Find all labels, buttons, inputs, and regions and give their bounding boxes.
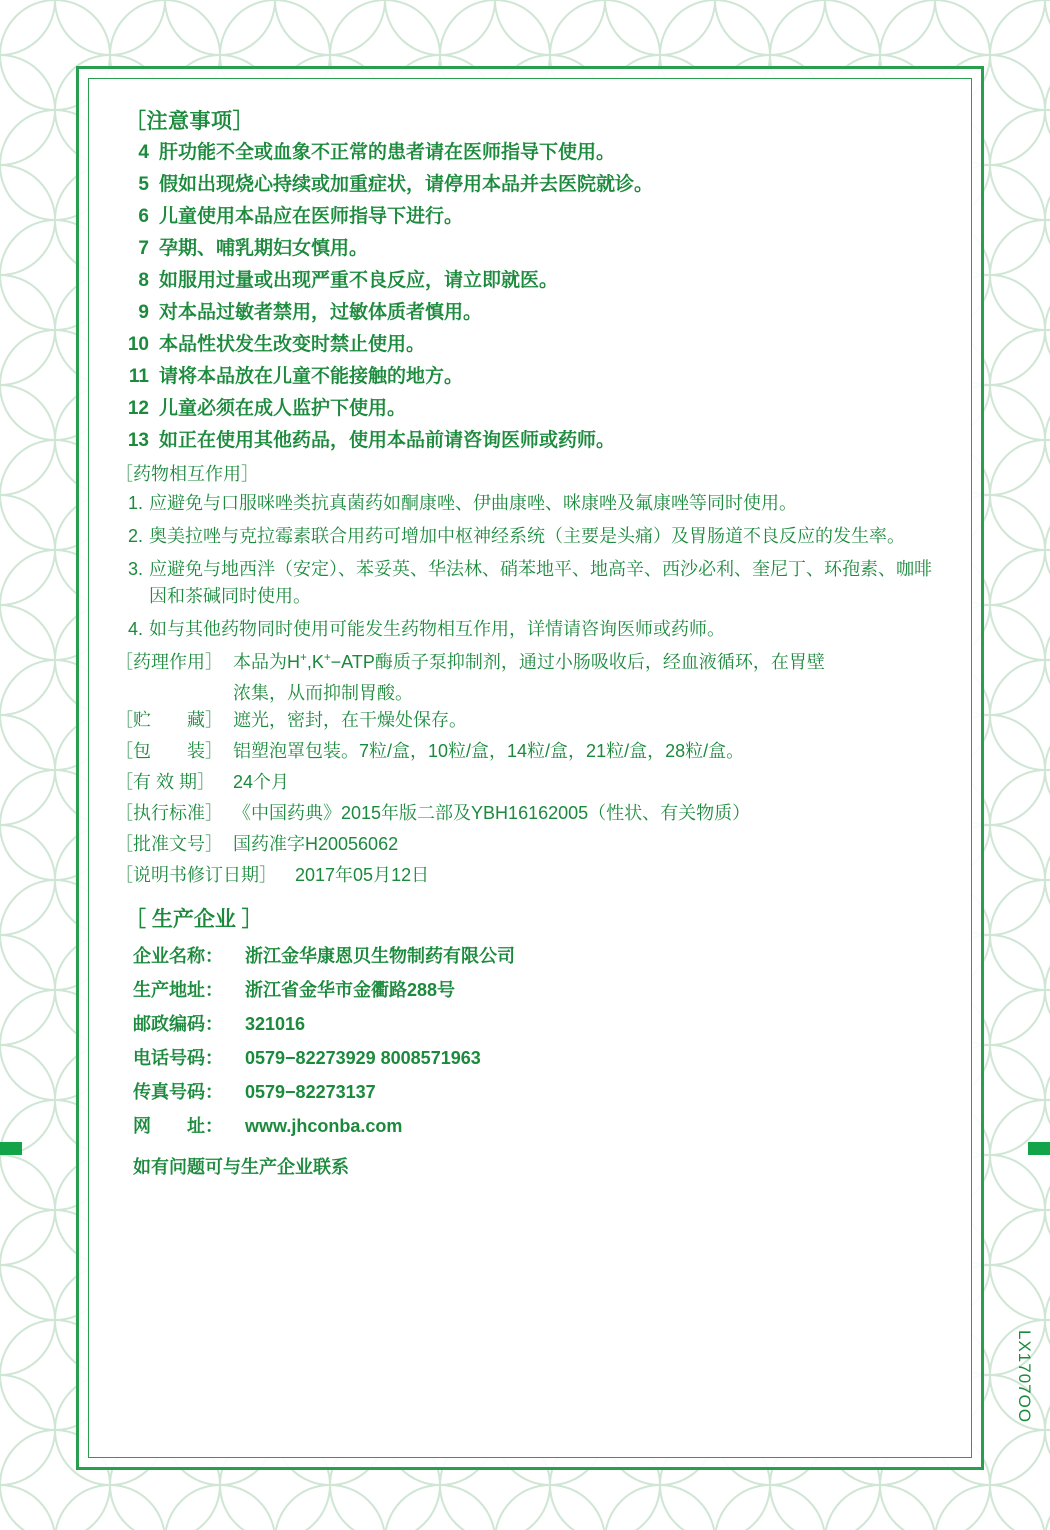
item-number: 2. bbox=[127, 525, 143, 546]
item-text: 如与其他药物同时使用可能发生药物相互作用，详情请咨询医师或药师。 bbox=[149, 618, 725, 639]
revision-label: ［说明书修订日期］ bbox=[115, 864, 277, 885]
list-item bbox=[115, 523, 945, 550]
pharmacology-continuation: 浓集，从而抑制胃酸。 bbox=[233, 682, 413, 703]
pharmacology-label: ［药理作用］ bbox=[115, 651, 223, 672]
pharmacology-row bbox=[115, 649, 945, 676]
interactions-list bbox=[115, 490, 945, 643]
manufacturer-phone-label: 电话号码： bbox=[133, 1047, 223, 1068]
list-item bbox=[115, 399, 945, 418]
approval-label: ［批准文号］ bbox=[115, 833, 223, 854]
item-number: 12 bbox=[127, 398, 149, 419]
manufacturer-address-value: 浙江省金华市金衢路288号 bbox=[245, 979, 456, 1000]
validity-label: ［有 效 期］ bbox=[115, 771, 216, 792]
list-item bbox=[115, 490, 945, 517]
storage-row bbox=[115, 707, 945, 734]
list-item bbox=[115, 616, 945, 643]
storage-label: ［贮 藏］ bbox=[115, 709, 223, 730]
manufacturer-phone-row bbox=[133, 1045, 945, 1071]
manufacturer-fax-label: 传真号码： bbox=[133, 1081, 223, 1102]
validity-value: 24个月 bbox=[233, 771, 290, 792]
item-text: 应避免与地西泮（安定）、苯妥英、华法林、硝苯地平、地高辛、西沙必利、奎尼丁、环孢素、咖啡因和茶碱同时使用。 bbox=[149, 558, 932, 606]
item-text: 本品性状发生改变时禁止使用。 bbox=[159, 334, 426, 355]
manufacturer-footer-note: 如有问题可与生产企业联系 bbox=[133, 1157, 349, 1178]
package-label: ［包 装］ bbox=[115, 740, 223, 761]
notices-title: ［注意事项］ bbox=[125, 110, 254, 133]
list-item bbox=[115, 431, 945, 450]
item-number: 11 bbox=[128, 366, 149, 387]
item-text: 儿童必须在成人监护下使用。 bbox=[159, 398, 407, 419]
validity-row bbox=[115, 769, 945, 796]
right-edge-tab bbox=[1028, 1142, 1050, 1155]
item-text: 如正在使用其他药品，使用本品前请咨询医师或药师。 bbox=[159, 430, 616, 451]
revision-row bbox=[115, 862, 945, 889]
item-number: 13 bbox=[127, 430, 149, 451]
list-item bbox=[115, 367, 945, 386]
manufacturer-fax-row bbox=[133, 1079, 945, 1105]
pharmacology-value bbox=[233, 649, 945, 676]
item-text: 请将本品放在儿童不能接触的地方。 bbox=[159, 366, 464, 387]
pharmacology-text-post: −ATP酶质子泵抑制剂，通过小肠吸收后，经血液循环，在胃壁 bbox=[330, 651, 825, 672]
item-number: 7 bbox=[138, 238, 149, 259]
package-value: 铝塑泡罩包装。7粒/盒，10粒/盒，14粒/盒，21粒/盒，28粒/盒。 bbox=[233, 740, 745, 761]
standard-row bbox=[115, 800, 945, 827]
item-number: 10 bbox=[127, 334, 149, 355]
interactions-title: ［药物相互作用］ bbox=[115, 464, 259, 484]
item-text: 孕期、哺乳期妇女慎用。 bbox=[159, 238, 369, 259]
list-item bbox=[115, 303, 945, 322]
item-number: 9 bbox=[138, 302, 149, 323]
list-item bbox=[115, 556, 945, 610]
item-number: 8 bbox=[138, 270, 149, 291]
approval-row bbox=[115, 831, 945, 858]
list-item bbox=[115, 175, 945, 194]
item-text: 儿童使用本品应在医师指导下进行。 bbox=[159, 206, 464, 227]
superscript-plus-1: + bbox=[300, 650, 307, 664]
list-item bbox=[115, 239, 945, 258]
approval-value: 国药准字H20056062 bbox=[233, 833, 399, 854]
standard-label: ［执行标准］ bbox=[115, 802, 223, 823]
item-text: 如服用过量或出现严重不良反应，请立即就医。 bbox=[159, 270, 559, 291]
item-text: 对本品过敏者禁用，过敏体质者慎用。 bbox=[159, 302, 483, 323]
item-text: 假如出现烧心持续或加重症状，请停用本品并去医院就诊。 bbox=[159, 174, 654, 195]
manufacturer-title: ［ 生产企业 ］ bbox=[125, 907, 263, 931]
manufacturer-name-label: 企业名称： bbox=[133, 945, 223, 966]
item-text: 奥美拉唑与克拉霉素联合用药可增加中枢神经系统（主要是头痛）及胃肠道不良反应的发生率。 bbox=[149, 525, 905, 546]
item-number: 4 bbox=[138, 142, 149, 163]
pharmacology-text-mid: ,K bbox=[306, 651, 324, 672]
list-item bbox=[115, 271, 945, 290]
revision-value: 2017年05月12日 bbox=[295, 864, 430, 885]
item-number: 5 bbox=[138, 174, 149, 195]
item-number: 4. bbox=[127, 618, 143, 639]
list-item bbox=[115, 335, 945, 354]
storage-value: 遮光，密封，在干燥处保存。 bbox=[233, 709, 467, 730]
package-row bbox=[115, 738, 945, 765]
list-item bbox=[115, 207, 945, 226]
pharmacology-text-pre: 本品为H bbox=[233, 651, 300, 672]
manufacturer-website-value[interactable]: www.jhconba.com bbox=[245, 1115, 403, 1136]
list-item bbox=[115, 143, 945, 162]
leaflet-page-frame bbox=[76, 66, 984, 1470]
item-number: 3. bbox=[127, 558, 143, 579]
manufacturer-website-row bbox=[133, 1113, 945, 1139]
item-number: 1. bbox=[127, 492, 143, 513]
manufacturer-name-value: 浙江金华康恩贝生物制药有限公司 bbox=[245, 945, 515, 966]
superscript-plus-2: + bbox=[323, 650, 331, 664]
item-text: 应避免与口服咪唑类抗真菌药如酮康唑、伊曲康唑、咪康唑及氟康唑等同时使用。 bbox=[149, 492, 797, 513]
leaflet-content bbox=[88, 78, 972, 1458]
manufacturer-address-row bbox=[133, 977, 945, 1003]
manufacturer-name-row bbox=[133, 943, 945, 969]
item-number: 6 bbox=[138, 206, 149, 227]
manufacturer-fax-value: 0579−82273137 bbox=[245, 1081, 376, 1102]
document-code: LX1707OO bbox=[1015, 1330, 1034, 1424]
item-text: 肝功能不全或血象不正常的患者请在医师指导下使用。 bbox=[159, 142, 616, 163]
notices-list bbox=[115, 143, 945, 450]
left-edge-tab bbox=[0, 1142, 22, 1155]
manufacturer-phone-value: 0579−82273929 8008571963 bbox=[245, 1047, 481, 1068]
manufacturer-postcode-row bbox=[133, 1011, 945, 1037]
manufacturer-website-label: 网 址： bbox=[133, 1115, 223, 1136]
standard-value: 《中国药典》2015年版二部及YBH16162005（性状、有关物质） bbox=[233, 802, 751, 823]
manufacturer-address-label: 生产地址： bbox=[133, 979, 223, 1000]
manufacturer-postcode-value: 321016 bbox=[245, 1013, 306, 1034]
manufacturer-postcode-label: 邮政编码： bbox=[133, 1013, 223, 1034]
